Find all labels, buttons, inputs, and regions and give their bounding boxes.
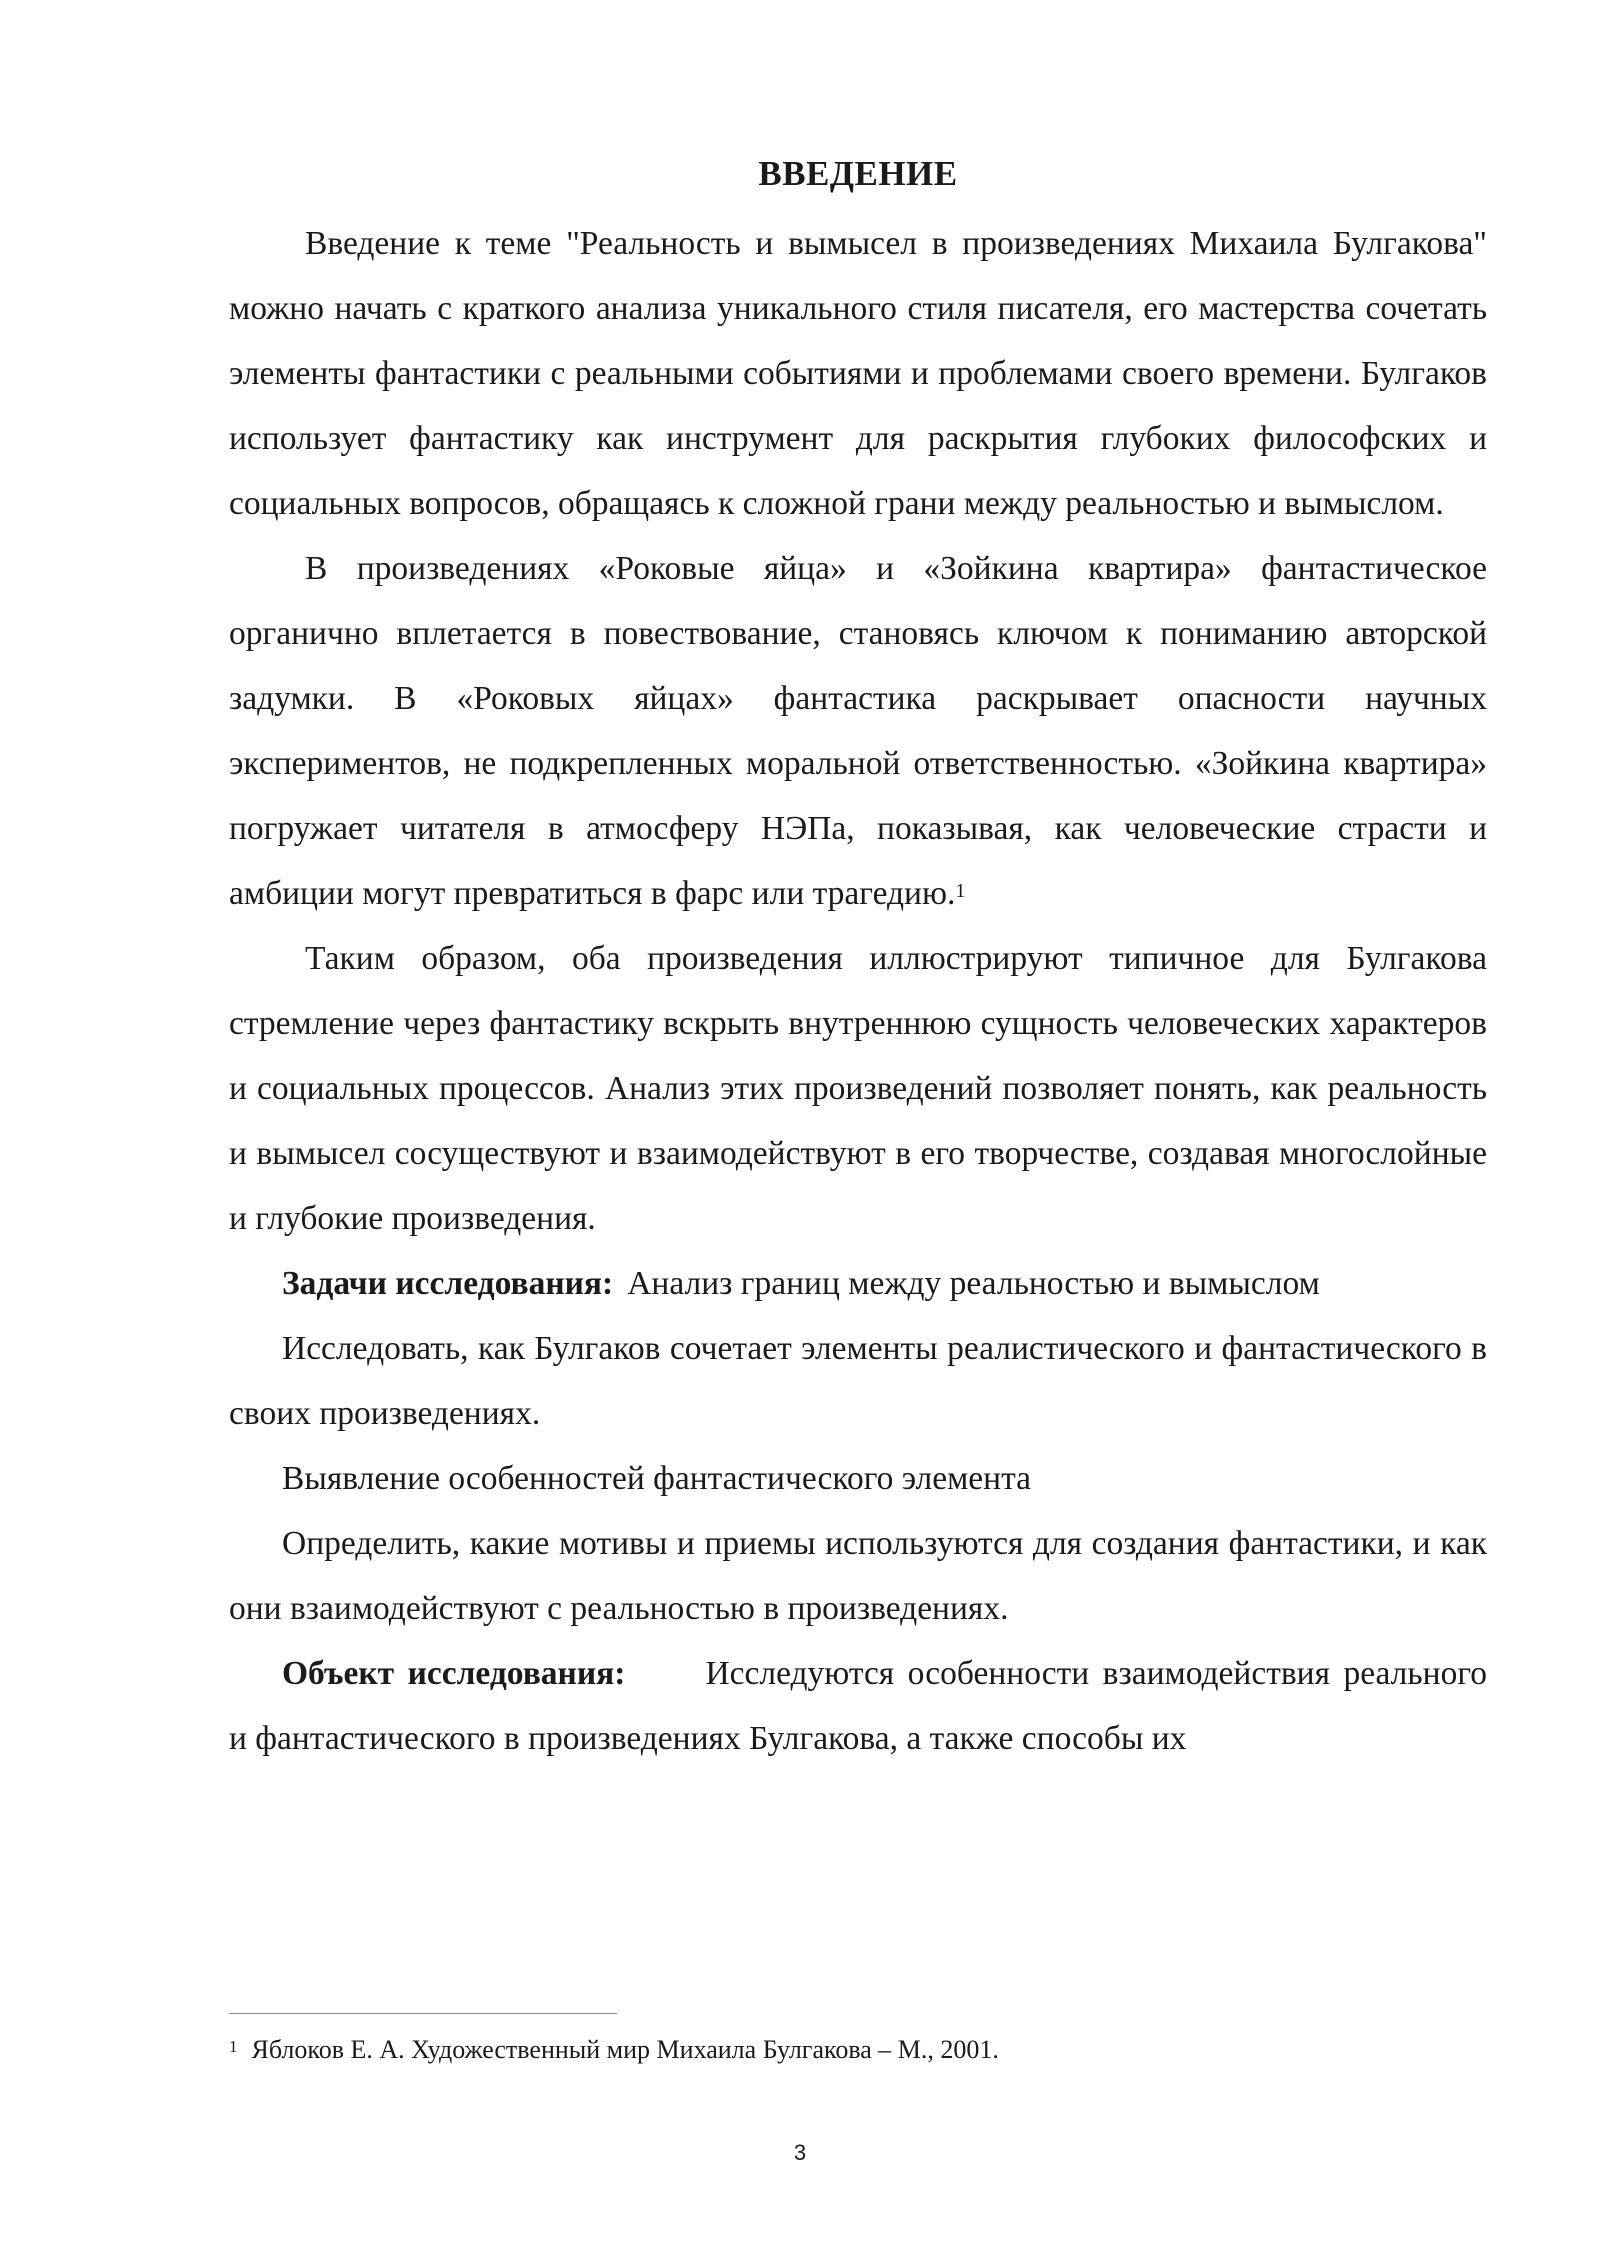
footnote-text: Яблоков Е. А. Художественный мир Михаила Булгакова – М., 2001. — [251, 2035, 999, 2064]
tasks-paragraph — [229, 1251, 1487, 1316]
tasks-label: Задачи исследования: — [282, 1265, 614, 1302]
page-title: ВВЕДЕНИЕ — [758, 154, 958, 193]
footnote — [229, 2030, 1487, 2070]
object-paragraph — [229, 1641, 1487, 1771]
footnote-number: 1 — [229, 2037, 238, 2056]
intro-paragraph-3: Таким образом, оба произведения иллюстрируют типичное для Булгакова стремление через фантастику вскрыть внутреннюю сущность человеческих характеров и социальных процессов. Анализ этих произведений позволяет понять, как реальность и вымысел сосуществуют и взаимодействуют в его творчестве, создавая многослойные и глубокие произведения. — [229, 940, 1487, 1237]
page-content — [229, 147, 1487, 1771]
task-paragraph-2: Выявление особенностей фантастического элемента — [282, 1460, 1032, 1497]
intro-paragraph-1: Введение к теме "Реальность и вымысел в произведениях Михаила Булгакова" можно начать с краткого анализа уникального стиля писателя, его мастерства сочетать элементы фантастики с реальными событиями и проблемами своего времени. Булгаков использует фантастику как инструмент для раскрытия глубоких философских и социальных вопросов, обращаясь к сложной грани между реальностью и вымыслом. — [229, 225, 1487, 522]
task-paragraph-3: Определить, какие мотивы и приемы используются для создания фантастики, и как они взаимодействуют с реальностью в произведениях. — [229, 1525, 1487, 1627]
object-text: Исследуются особенности взаимодействия реального и фантастического в произведениях Булгакова, а также способы их — [229, 1655, 1487, 1757]
page-number: 3 — [793, 2140, 807, 2165]
object-label: Объект исследования: — [282, 1655, 626, 1692]
tasks-text: Анализ границ между реальностью и вымыслом — [627, 1265, 1320, 1302]
footnote-separator — [229, 2013, 617, 2014]
task-paragraph-1: Исследовать, как Булгаков сочетает элементы реалистического и фантастического в своих произведениях. — [229, 1330, 1487, 1432]
intro-paragraph-2 — [229, 536, 1487, 926]
footnote-reference[interactable]: 1 — [955, 880, 966, 902]
intro-paragraph-2-text: В произведениях «Роковые яйца» и «Зойкина квартира» фантастическое органично вплетается в повествование, становясь ключом к пониманию авторской задумки. В «Роковых яйцах» фантастика раскрывает опасности научных экспериментов, не подкрепленных моральной ответственностью. «Зойкина квартира» погружает читателя в атмосферу НЭПа, показывая, как человеческие страсти и амбиции могут превратиться в фарс или трагедию. — [229, 550, 1487, 912]
